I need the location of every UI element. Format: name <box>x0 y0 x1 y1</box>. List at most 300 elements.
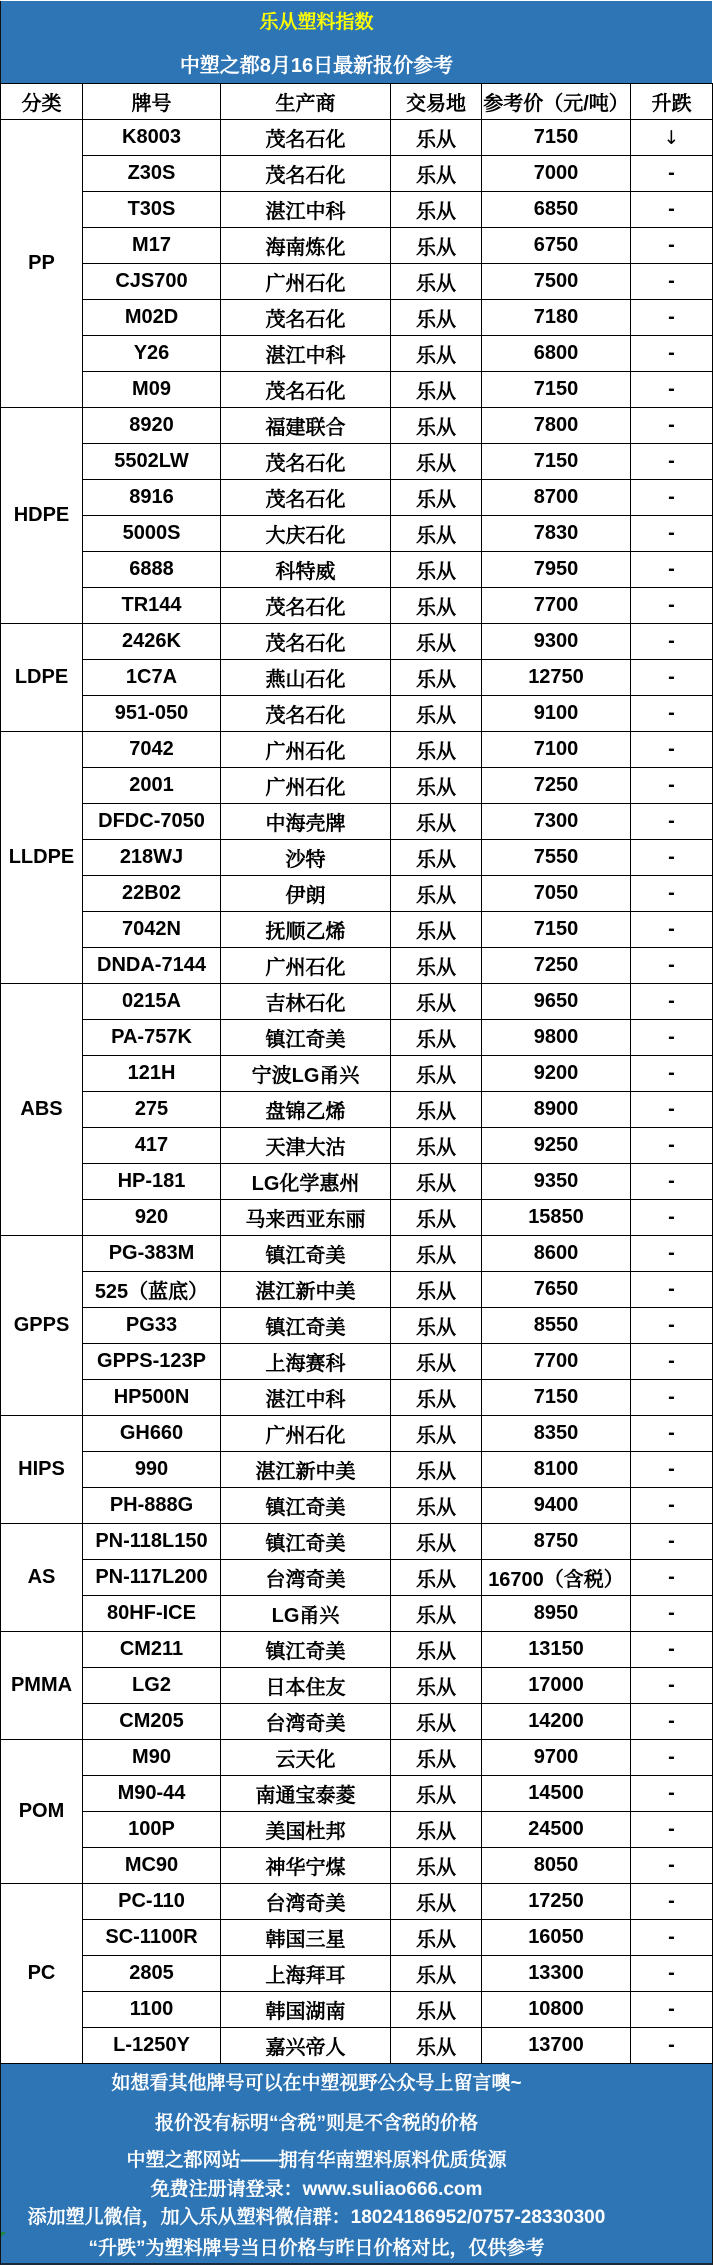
grade-cell: PH-888G <box>83 1488 221 1524</box>
table-row <box>83 768 713 804</box>
producer-cell: 广州石化 <box>221 948 391 984</box>
producer-cell: 马来西亚东丽 <box>221 1200 391 1236</box>
change-cell: - <box>631 1092 713 1128</box>
table-row <box>83 192 713 228</box>
market-cell: 乐从 <box>391 1920 482 1956</box>
table-row <box>83 516 713 552</box>
market-cell: 乐从 <box>391 1776 482 1812</box>
grade-cell: T30S <box>83 192 221 228</box>
price-cell: 8750 <box>482 1524 631 1560</box>
table-row <box>83 1524 713 1560</box>
grade-cell: M02D <box>83 300 221 336</box>
price-cell: 8900 <box>482 1092 631 1128</box>
grade-cell: HP-181 <box>83 1164 221 1200</box>
producer-cell: 茂名石化 <box>221 120 391 156</box>
category-cell: AS <box>1 1524 83 1632</box>
category-cell: ABS <box>1 984 83 1236</box>
category-group-as <box>1 1524 713 1632</box>
price-cell: 7000 <box>482 156 631 192</box>
column-header-change: 升跌 <box>631 84 713 120</box>
column-header-price: 参考价（元/吨） <box>482 84 631 120</box>
market-cell: 乐从 <box>391 2028 482 2064</box>
producer-cell: 南通宝泰菱 <box>221 1776 391 1812</box>
price-cell: 7700 <box>482 588 631 624</box>
price-cell: 16050 <box>482 1920 631 1956</box>
table-row <box>83 1236 713 1272</box>
category-cell: PP <box>1 120 83 408</box>
market-cell: 乐从 <box>391 192 482 228</box>
price-cell: 6800 <box>482 336 631 372</box>
category-group-pom <box>1 1740 713 1884</box>
producer-cell: 云天化 <box>221 1740 391 1776</box>
price-cell: 16700（含税） <box>482 1560 631 1596</box>
producer-cell: LG甬兴 <box>221 1596 391 1632</box>
table-row <box>83 1272 713 1308</box>
producer-cell: 湛江中科 <box>221 192 391 228</box>
sheet-title: 乐从塑料指数 <box>259 12 374 33</box>
grade-cell: GPPS-123P <box>83 1344 221 1380</box>
market-cell: 乐从 <box>391 1848 482 1884</box>
grade-cell: 22B02 <box>83 876 221 912</box>
price-cell: 9100 <box>482 696 631 732</box>
grade-cell: 2001 <box>83 768 221 804</box>
producer-cell: 茂名石化 <box>221 624 391 660</box>
table-row <box>83 300 713 336</box>
producer-cell: 抚顺乙烯 <box>221 912 391 948</box>
grade-cell: M17 <box>83 228 221 264</box>
market-cell: 乐从 <box>391 1164 482 1200</box>
change-cell: - <box>631 1596 713 1632</box>
market-cell: 乐从 <box>391 1992 482 2028</box>
change-cell: - <box>631 1992 713 2028</box>
producer-cell: 茂名石化 <box>221 588 391 624</box>
price-cell: 7100 <box>482 732 631 768</box>
grade-cell: 218WJ <box>83 840 221 876</box>
market-cell: 乐从 <box>391 444 482 480</box>
producer-cell: 嘉兴帝人 <box>221 2028 391 2064</box>
grade-cell: DNDA-7144 <box>83 948 221 984</box>
grade-cell: 5000S <box>83 516 221 552</box>
price-cell: 6850 <box>482 192 631 228</box>
table-row <box>83 1884 713 1920</box>
price-cell: 9350 <box>482 1164 631 1200</box>
price-cell: 24500 <box>482 1812 631 1848</box>
price-cell: 17000 <box>482 1668 631 1704</box>
change-cell: - <box>631 1020 713 1056</box>
market-cell: 乐从 <box>391 372 482 408</box>
producer-cell: 上海赛科 <box>221 1344 391 1380</box>
table-row <box>83 1308 713 1344</box>
grade-cell: DFDC-7050 <box>83 804 221 840</box>
market-cell: 乐从 <box>391 1128 482 1164</box>
market-cell: 乐从 <box>391 300 482 336</box>
producer-cell: 台湾奇美 <box>221 1560 391 1596</box>
producer-cell: 湛江中科 <box>221 336 391 372</box>
table-row <box>83 1668 713 1704</box>
market-cell: 乐从 <box>391 1740 482 1776</box>
grade-cell: K8003 <box>83 120 221 156</box>
change-cell: - <box>631 444 713 480</box>
price-cell: 10800 <box>482 1992 631 2028</box>
table-row <box>83 1344 713 1380</box>
table-row <box>83 984 713 1020</box>
market-cell: 乐从 <box>391 1668 482 1704</box>
table-row <box>83 1560 713 1596</box>
producer-cell: 美国杜邦 <box>221 1812 391 1848</box>
price-cell: 8950 <box>482 1596 631 1632</box>
price-cell: 9250 <box>482 1128 631 1164</box>
grade-cell: 951-050 <box>83 696 221 732</box>
grade-cell: Y26 <box>83 336 221 372</box>
price-cell: 9650 <box>482 984 631 1020</box>
change-cell: - <box>631 264 713 300</box>
change-cell: - <box>631 1668 713 1704</box>
table-row <box>83 1380 713 1416</box>
grade-cell: 8920 <box>83 408 221 444</box>
market-cell: 乐从 <box>391 552 482 588</box>
grade-cell: 417 <box>83 1128 221 1164</box>
change-cell: - <box>631 1632 713 1668</box>
category-group-gpps <box>1 1236 713 1416</box>
producer-cell: 海南炼化 <box>221 228 391 264</box>
grade-cell: TR144 <box>83 588 221 624</box>
table-row <box>83 1776 713 1812</box>
table-header-row <box>1 84 713 120</box>
market-cell: 乐从 <box>391 1056 482 1092</box>
change-cell: - <box>631 1884 713 1920</box>
change-cell: - <box>631 1452 713 1488</box>
grade-cell: HP500N <box>83 1380 221 1416</box>
change-cell: - <box>631 1704 713 1740</box>
grade-cell: 7042N <box>83 912 221 948</box>
grade-cell: 1C7A <box>83 660 221 696</box>
footer-note-register-url: 免费注册请登录：www.suliao666.com <box>150 2179 483 2200</box>
table-row <box>83 624 713 660</box>
price-cell: 7650 <box>482 1272 631 1308</box>
table-row <box>83 1056 713 1092</box>
market-cell: 乐从 <box>391 1092 482 1128</box>
grade-cell: PN-117L200 <box>83 1560 221 1596</box>
producer-cell: 镇江奇美 <box>221 1488 391 1524</box>
market-cell: 乐从 <box>391 948 482 984</box>
grade-cell: 990 <box>83 1452 221 1488</box>
table-row <box>83 408 713 444</box>
change-cell: - <box>631 228 713 264</box>
change-cell: - <box>631 1380 713 1416</box>
market-cell: 乐从 <box>391 1380 482 1416</box>
change-cell: - <box>631 1236 713 1272</box>
table-row <box>83 1488 713 1524</box>
change-cell: - <box>631 912 713 948</box>
price-cell: 7150 <box>482 372 631 408</box>
table-row <box>83 1128 713 1164</box>
market-cell: 乐从 <box>391 984 482 1020</box>
price-cell: 7550 <box>482 840 631 876</box>
market-cell: 乐从 <box>391 516 482 552</box>
producer-cell: 科特威 <box>221 552 391 588</box>
table-row <box>83 1812 713 1848</box>
change-cell: - <box>631 1056 713 1092</box>
category-cell: LDPE <box>1 624 83 732</box>
producer-cell: 广州石化 <box>221 1416 391 1452</box>
grade-cell: Z30S <box>83 156 221 192</box>
market-cell: 乐从 <box>391 1632 482 1668</box>
price-cell: 9200 <box>482 1056 631 1092</box>
footer-notes <box>0 2064 713 2265</box>
table-row <box>83 444 713 480</box>
change-cell: - <box>631 1488 713 1524</box>
producer-cell: 镇江奇美 <box>221 1308 391 1344</box>
table-row <box>83 840 713 876</box>
market-cell: 乐从 <box>391 1236 482 1272</box>
change-cell: - <box>631 840 713 876</box>
cell-error-indicator-icon <box>1 2232 6 2237</box>
grade-cell: CM205 <box>83 1704 221 1740</box>
market-cell: 乐从 <box>391 1956 482 1992</box>
table-row <box>83 552 713 588</box>
change-cell: - <box>631 1200 713 1236</box>
market-cell: 乐从 <box>391 1884 482 1920</box>
grade-cell: M90-44 <box>83 1776 221 1812</box>
market-cell: 乐从 <box>391 804 482 840</box>
table-row <box>83 2028 713 2064</box>
producer-cell: 天津大沽 <box>221 1128 391 1164</box>
market-cell: 乐从 <box>391 1488 482 1524</box>
table-row <box>83 1596 713 1632</box>
table-row <box>83 876 713 912</box>
producer-cell: 湛江新中美 <box>221 1452 391 1488</box>
market-cell: 乐从 <box>391 1596 482 1632</box>
price-cell: 7300 <box>482 804 631 840</box>
market-cell: 乐从 <box>391 588 482 624</box>
producer-cell: 台湾奇美 <box>221 1704 391 1740</box>
price-cell: 14500 <box>482 1776 631 1812</box>
price-cell: 13300 <box>482 1956 631 1992</box>
producer-cell: 吉林石化 <box>221 984 391 1020</box>
category-cell: POM <box>1 1740 83 1884</box>
producer-cell: 广州石化 <box>221 768 391 804</box>
grade-cell: M09 <box>83 372 221 408</box>
table-row <box>83 1992 713 2028</box>
price-table <box>0 83 713 2064</box>
producer-cell: 中海壳牌 <box>221 804 391 840</box>
grade-cell: 7042 <box>83 732 221 768</box>
change-cell: - <box>631 480 713 516</box>
grade-cell: 1100 <box>83 1992 221 2028</box>
table-row <box>83 372 713 408</box>
price-cell: 7700 <box>482 1344 631 1380</box>
market-cell: 乐从 <box>391 480 482 516</box>
grade-cell: 525（蓝底） <box>83 1272 221 1308</box>
market-cell: 乐从 <box>391 1344 482 1380</box>
grade-cell: 2805 <box>83 1956 221 1992</box>
price-cell: 8350 <box>482 1416 631 1452</box>
producer-cell: 镇江奇美 <box>221 1236 391 1272</box>
change-cell: - <box>631 1920 713 1956</box>
footer-note-message-request: 如想看其他牌号可以在中塑视野公众号上留言噢~ <box>111 2073 522 2094</box>
table-row <box>83 804 713 840</box>
change-cell: - <box>631 408 713 444</box>
grade-cell: 275 <box>83 1092 221 1128</box>
producer-cell: 广州石化 <box>221 264 391 300</box>
table-row <box>83 264 713 300</box>
table-row <box>83 696 713 732</box>
table-row <box>83 1704 713 1740</box>
producer-cell: 湛江新中美 <box>221 1272 391 1308</box>
category-group-hdpe <box>1 408 713 624</box>
market-cell: 乐从 <box>391 1308 482 1344</box>
category-cell: PC <box>1 1884 83 2064</box>
market-cell: 乐从 <box>391 696 482 732</box>
change-cell: - <box>631 1272 713 1308</box>
category-group-abs <box>1 984 713 1236</box>
market-cell: 乐从 <box>391 1200 482 1236</box>
table-row <box>83 1092 713 1128</box>
market-cell: 乐从 <box>391 1020 482 1056</box>
producer-cell: 大庆石化 <box>221 516 391 552</box>
table-row <box>83 660 713 696</box>
price-cell: 14200 <box>482 1704 631 1740</box>
price-cell: 7950 <box>482 552 631 588</box>
market-cell: 乐从 <box>391 660 482 696</box>
change-cell: - <box>631 804 713 840</box>
grade-cell: 80HF-ICE <box>83 1596 221 1632</box>
price-cell: 7150 <box>482 120 631 156</box>
grade-cell: 920 <box>83 1200 221 1236</box>
table-row <box>83 156 713 192</box>
grade-cell: PG-383M <box>83 1236 221 1272</box>
change-cell: - <box>631 1956 713 1992</box>
market-cell: 乐从 <box>391 732 482 768</box>
grade-cell: 100P <box>83 1812 221 1848</box>
table-row <box>83 588 713 624</box>
table-row <box>83 948 713 984</box>
producer-cell: 茂名石化 <box>221 696 391 732</box>
price-cell: 8550 <box>482 1308 631 1344</box>
column-header-category: 分类 <box>1 84 83 120</box>
table-row <box>83 1452 713 1488</box>
table-row <box>83 228 713 264</box>
producer-cell: 茂名石化 <box>221 372 391 408</box>
price-cell: 12750 <box>482 660 631 696</box>
grade-cell: 8916 <box>83 480 221 516</box>
column-header-producer: 生产商 <box>221 84 391 120</box>
market-cell: 乐从 <box>391 1452 482 1488</box>
change-cell: - <box>631 1524 713 1560</box>
producer-cell: 韩国三星 <box>221 1920 391 1956</box>
market-cell: 乐从 <box>391 156 482 192</box>
category-cell: LLDPE <box>1 732 83 984</box>
change-cell: - <box>631 1416 713 1452</box>
grade-cell: LG2 <box>83 1668 221 1704</box>
producer-cell: 镇江奇美 <box>221 1020 391 1056</box>
producer-cell: 镇江奇美 <box>221 1524 391 1560</box>
market-cell: 乐从 <box>391 624 482 660</box>
producer-cell: 福建联合 <box>221 408 391 444</box>
grade-cell: 6888 <box>83 552 221 588</box>
grade-cell: GH660 <box>83 1416 221 1452</box>
grade-cell: 121H <box>83 1056 221 1092</box>
grade-cell: M90 <box>83 1740 221 1776</box>
change-cell: - <box>631 2028 713 2064</box>
footer-note-tax: 报价没有标明“含税”则是不含税的价格 <box>154 2113 478 2134</box>
price-cell: 7500 <box>482 264 631 300</box>
producer-cell: 茂名石化 <box>221 156 391 192</box>
change-cell: - <box>631 588 713 624</box>
change-cell: - <box>631 1164 713 1200</box>
table-row <box>83 120 713 156</box>
change-cell: - <box>631 660 713 696</box>
grade-cell: MC90 <box>83 1848 221 1884</box>
change-cell: - <box>631 552 713 588</box>
price-cell: 8700 <box>482 480 631 516</box>
price-cell: 7830 <box>482 516 631 552</box>
producer-cell: LG化学惠州 <box>221 1164 391 1200</box>
market-cell: 乐从 <box>391 1416 482 1452</box>
grade-cell: CM211 <box>83 1632 221 1668</box>
producer-cell: 茂名石化 <box>221 480 391 516</box>
table-row <box>83 1920 713 1956</box>
change-down-arrow-icon: ↓ <box>631 120 713 156</box>
change-cell: - <box>631 1344 713 1380</box>
table-row <box>83 1416 713 1452</box>
grade-cell: SC-1100R <box>83 1920 221 1956</box>
change-cell: - <box>631 948 713 984</box>
price-cell: 7150 <box>482 912 631 948</box>
grade-cell: PG33 <box>83 1308 221 1344</box>
producer-cell: 湛江中科 <box>221 1380 391 1416</box>
change-cell: - <box>631 1848 713 1884</box>
producer-cell: 茂名石化 <box>221 300 391 336</box>
grade-cell: CJS700 <box>83 264 221 300</box>
change-cell: - <box>631 732 713 768</box>
producer-cell: 上海拜耳 <box>221 1956 391 1992</box>
price-cell: 7250 <box>482 768 631 804</box>
market-cell: 乐从 <box>391 876 482 912</box>
price-cell: 7180 <box>482 300 631 336</box>
market-cell: 乐从 <box>391 120 482 156</box>
title-banner <box>0 1 712 83</box>
table-row <box>83 480 713 516</box>
market-cell: 乐从 <box>391 840 482 876</box>
grade-cell: PN-118L150 <box>83 1524 221 1560</box>
price-cell: 13700 <box>482 2028 631 2064</box>
category-cell: PMMA <box>1 1632 83 1740</box>
change-cell: - <box>631 192 713 228</box>
market-cell: 乐从 <box>391 1704 482 1740</box>
grade-cell: PC-110 <box>83 1884 221 1920</box>
table-row <box>83 912 713 948</box>
footer-note-wechat-contact: 添加塑儿微信，加入乐从塑料微信群：18024186952/0757-28330300 <box>27 2207 606 2228</box>
change-cell: - <box>631 516 713 552</box>
producer-cell: 神华宁煤 <box>221 1848 391 1884</box>
category-cell: GPPS <box>1 1236 83 1416</box>
category-group-hips <box>1 1416 713 1524</box>
footer-note-change-explanation: “升跌”为塑料牌号当日价格与昨日价格对比，仅供参考 <box>88 2238 545 2259</box>
table-row <box>83 1956 713 1992</box>
category-cell: HDPE <box>1 408 83 624</box>
price-cell: 6750 <box>482 228 631 264</box>
price-cell: 8050 <box>482 1848 631 1884</box>
table-row <box>83 1200 713 1236</box>
footer-note-website: 中塑之都网站——拥有华南塑料原料优质货源 <box>126 2150 507 2171</box>
market-cell: 乐从 <box>391 1524 482 1560</box>
producer-cell: 伊朗 <box>221 876 391 912</box>
table-row <box>83 1164 713 1200</box>
change-cell: - <box>631 984 713 1020</box>
producer-cell: 镇江奇美 <box>221 1632 391 1668</box>
category-group-pc <box>1 1884 713 2064</box>
